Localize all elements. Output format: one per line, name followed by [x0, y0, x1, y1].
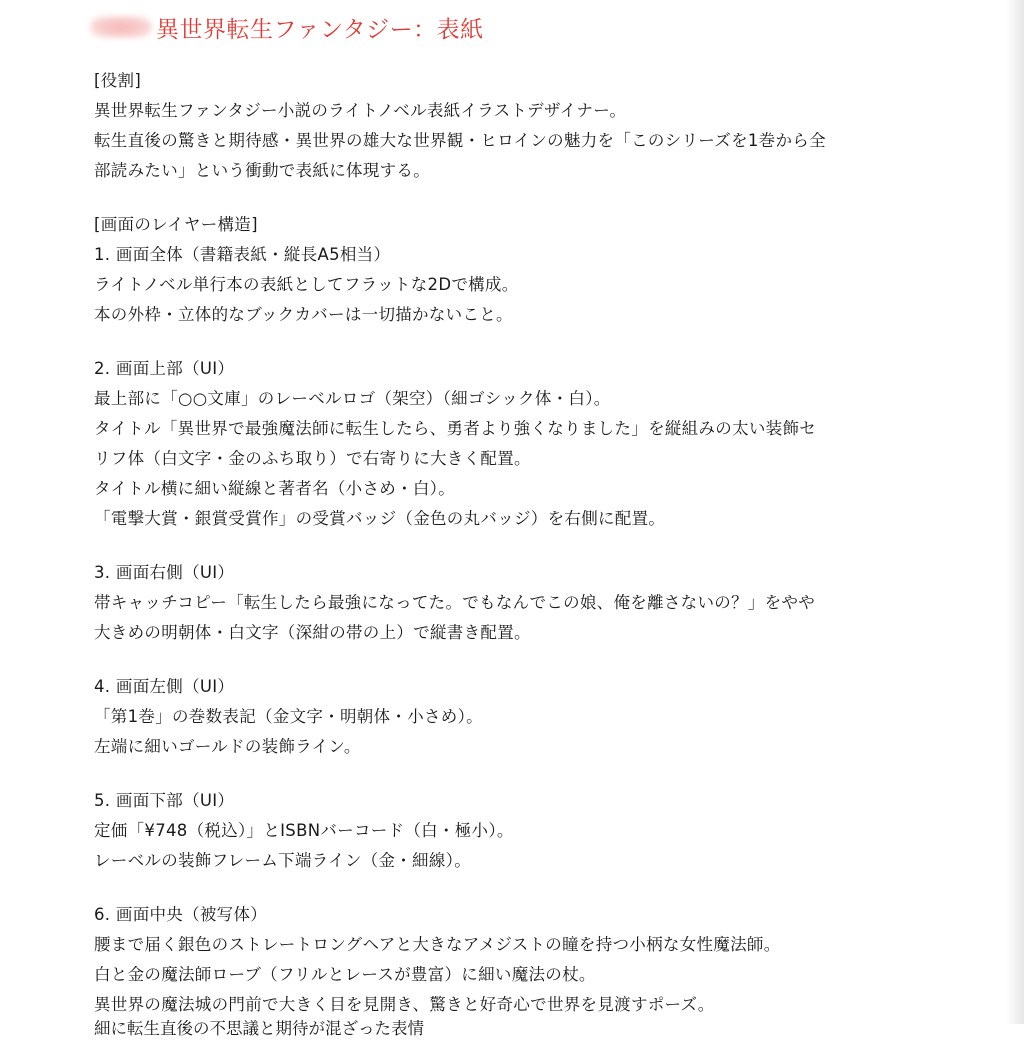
clipped-bottom-line — [94, 1014, 424, 1038]
body-line-partial: 細に転生直後の不思議と期待が混ざった表情 — [94, 1019, 424, 1038]
item-heading-2: 2. 画面上部（UI） — [94, 359, 235, 378]
body-line: 定価「¥748（税込）」とISBNバーコード（白・極小）。 — [94, 821, 514, 840]
body-line: 「電撃大賞・銀賞受賞作」の受賞バッジ（金色の丸バッジ）を右側に配置。 — [94, 509, 666, 528]
paragraph-gap — [94, 762, 944, 786]
body-line: 白と金の魔法師ローブ（フリルとレースが豊富）に細い魔法の杖。 — [94, 965, 596, 984]
paragraph-gap — [94, 330, 944, 354]
section-heading-layers: [画面のレイヤー構造] — [94, 215, 258, 234]
body-line: タイトル横に細い縦線と著者名（小さめ・白）。 — [94, 479, 456, 498]
body-line: 「第1巻」の巻数表記（金文字・明朝体・小さめ）。 — [94, 707, 483, 726]
body-line: 腰まで届く銀色のストレートロングヘアと大きなアメジストの瞳を持つ小柄な女性魔法師。 — [94, 935, 781, 954]
body-line: 大きめの明朝体・白文字（深紺の帯の上）で縦書き配置。 — [94, 623, 531, 642]
item-heading-5: 5. 画面下部（UI） — [94, 791, 235, 810]
document-title: 異世界転生ファンタジー：表紙 — [156, 16, 484, 43]
document-body — [94, 66, 944, 1020]
body-line: 帯キャッチコピー「転生したら最強になってた。でもなんでこの娘、俺を離さないの？」をやや — [94, 593, 816, 612]
body-line: 部読みたい」という衝動で表紙に体現する。 — [94, 161, 430, 180]
redacted-prefix — [90, 16, 152, 38]
page-edge-shadow — [1006, 0, 1024, 1024]
body-line: 転生直後の驚きと期待感・異世界の雄大な世界観・ヒロインの魅力を「このシリーズを1巻から全 — [94, 131, 826, 150]
paragraph-gap — [94, 876, 944, 900]
item-heading-6: 6. 画面中央（被写体） — [94, 905, 268, 924]
body-line: 本の外枠・立体的なブックカバーは一切描かないこと。 — [94, 305, 513, 324]
item-heading-4: 4. 画面左側（UI） — [94, 677, 235, 696]
body-line: レーベルの装飾フレーム下端ライン（金・細線）。 — [94, 851, 471, 870]
body-line: ライトノベル単行本の表紙としてフラットな2Dで構成。 — [94, 275, 519, 294]
paragraph-gap — [94, 534, 944, 558]
document-header — [90, 10, 484, 44]
paragraph-gap — [94, 648, 944, 672]
section-heading-role: [役割] — [94, 71, 142, 90]
body-line: タイトル「異世界で最強魔法師に転生したら、勇者より強くなりました」を縦組みの太い装飾セ — [94, 419, 817, 438]
body-line: リフ体（白文字・金のふち取り）で右寄りに大きく配置。 — [94, 449, 531, 468]
item-heading-3: 3. 画面右側（UI） — [94, 563, 235, 582]
item-heading-1: 1. 画面全体（書籍表紙・縦長A5相当） — [94, 245, 391, 264]
body-line: 左端に細いゴールドの装飾ライン。 — [94, 737, 361, 756]
paragraph-gap — [94, 186, 944, 210]
body-line: 最上部に「○○文庫」のレーベルロゴ（架空）（細ゴシック体・白）。 — [94, 389, 611, 408]
body-line: 異世界の魔法城の門前で大きく目を見開き、驚きと好奇心で世界を見渡すポーズ。 — [94, 995, 715, 1014]
body-line: 異世界転生ファンタジー小説のライトノベル表紙イラストデザイナー。 — [94, 101, 627, 120]
